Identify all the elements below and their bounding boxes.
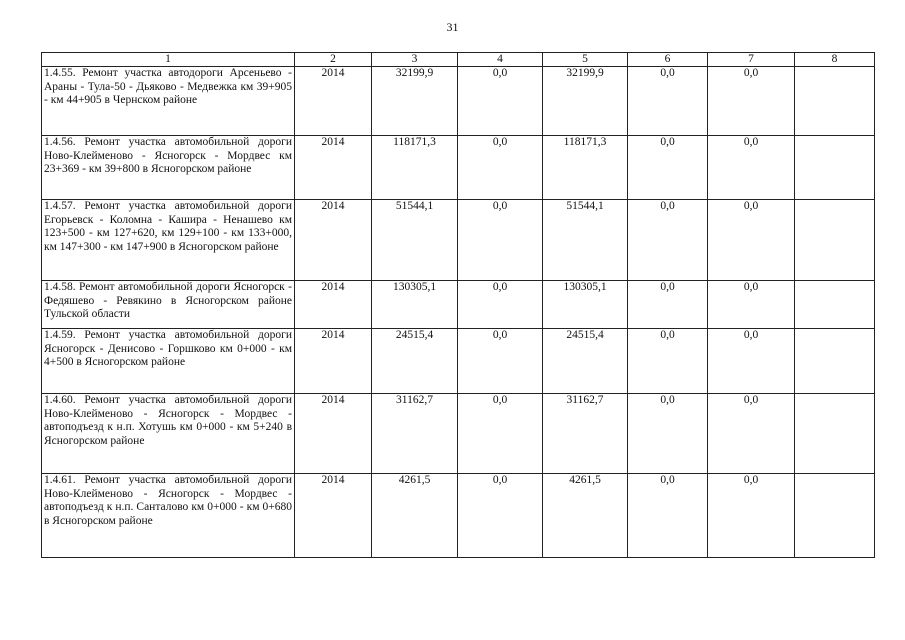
row-col5: 118171,3 bbox=[543, 136, 628, 200]
row-col8 bbox=[795, 394, 875, 474]
row-col7: 0,0 bbox=[708, 136, 795, 200]
table-row bbox=[42, 136, 875, 200]
row-col7: 0,0 bbox=[708, 281, 795, 329]
header-col-3: 3 bbox=[372, 53, 458, 67]
table-row bbox=[42, 329, 875, 394]
header-col-7: 7 bbox=[708, 53, 795, 67]
row-col7: 0,0 bbox=[708, 67, 795, 136]
row-col5: 130305,1 bbox=[543, 281, 628, 329]
row-year: 2014 bbox=[295, 136, 372, 200]
row-description: 1.4.59. Ремонт участка автомобильной дороги Ясногорск - Денисово - Горшково км 0+000 - км 4+500 в Ясногорском районе bbox=[42, 329, 295, 394]
row-col6: 0,0 bbox=[628, 200, 708, 281]
row-col7: 0,0 bbox=[708, 474, 795, 558]
table-row bbox=[42, 281, 875, 329]
row-col4: 0,0 bbox=[458, 329, 543, 394]
header-col-8: 8 bbox=[795, 53, 875, 67]
row-col5: 32199,9 bbox=[543, 67, 628, 136]
row-col4: 0,0 bbox=[458, 200, 543, 281]
row-col8 bbox=[795, 67, 875, 136]
row-col6: 0,0 bbox=[628, 67, 708, 136]
row-col6: 0,0 bbox=[628, 474, 708, 558]
row-description: 1.4.56. Ремонт участка автомобильной дороги Ново-Клейменово - Ясногорск - Мордвес км 23+369 - км 39+800 в Ясногорском районе bbox=[42, 136, 295, 200]
row-col5: 24515,4 bbox=[543, 329, 628, 394]
row-year: 2014 bbox=[295, 394, 372, 474]
page-number: 31 bbox=[446, 20, 459, 34]
header-col-4: 4 bbox=[458, 53, 543, 67]
row-col5: 31162,7 bbox=[543, 394, 628, 474]
row-year: 2014 bbox=[295, 281, 372, 329]
row-col7: 0,0 bbox=[708, 394, 795, 474]
header-col-2: 2 bbox=[295, 53, 372, 67]
row-total: 130305,1 bbox=[372, 281, 458, 329]
row-col8 bbox=[795, 474, 875, 558]
program-table bbox=[41, 52, 875, 558]
row-col7: 0,0 bbox=[708, 200, 795, 281]
row-col6: 0,0 bbox=[628, 281, 708, 329]
row-col5: 51544,1 bbox=[543, 200, 628, 281]
row-description: 1.4.57. Ремонт участка автомобильной дороги Егорьевск - Коломна - Кашира - Ненашево км 123+500 - км 127+620, км 129+100 - км 133+000, км 147+300 - км 147+900 в Ясногорском районе bbox=[42, 200, 295, 281]
header-col-5: 5 bbox=[543, 53, 628, 67]
row-col4: 0,0 bbox=[458, 67, 543, 136]
row-col5: 4261,5 bbox=[543, 474, 628, 558]
row-description: 1.4.60. Ремонт участка автомобильной дороги Ново-Клейменово - Ясногорск - Мордвес - автоподъезд к н.п. Хотушь км 0+000 - км 5+240 в Ясногорском районе bbox=[42, 394, 295, 474]
row-col6: 0,0 bbox=[628, 394, 708, 474]
row-col8 bbox=[795, 329, 875, 394]
row-col7: 0,0 bbox=[708, 329, 795, 394]
row-col4: 0,0 bbox=[458, 394, 543, 474]
header-row bbox=[42, 53, 875, 67]
row-col4: 0,0 bbox=[458, 136, 543, 200]
table-row bbox=[42, 67, 875, 136]
row-col8 bbox=[795, 136, 875, 200]
row-total: 4261,5 bbox=[372, 474, 458, 558]
table-row bbox=[42, 200, 875, 281]
row-total: 118171,3 bbox=[372, 136, 458, 200]
row-col6: 0,0 bbox=[628, 136, 708, 200]
header-col-1: 1 bbox=[42, 53, 295, 67]
row-col4: 0,0 bbox=[458, 474, 543, 558]
header-col-6: 6 bbox=[628, 53, 708, 67]
row-total: 32199,9 bbox=[372, 67, 458, 136]
table-row bbox=[42, 474, 875, 558]
row-col8 bbox=[795, 200, 875, 281]
table-row bbox=[42, 394, 875, 474]
row-year: 2014 bbox=[295, 200, 372, 281]
row-year: 2014 bbox=[295, 474, 372, 558]
row-year: 2014 bbox=[295, 329, 372, 394]
row-col4: 0,0 bbox=[458, 281, 543, 329]
row-total: 31162,7 bbox=[372, 394, 458, 474]
row-description: 1.4.61. Ремонт участка автомобильной дороги Ново-Клейменово - Ясногорск - Мордвес - автоподъезд к н.п. Санталово км 0+000 - км 0+680 в Ясногорском районе bbox=[42, 474, 295, 558]
row-total: 24515,4 bbox=[372, 329, 458, 394]
row-description: 1.4.55. Ремонт участка автодороги Арсеньево - Араны - Тула-50 - Дьяково - Медвежка км 39+905 - км 44+905 в Чернском районе bbox=[42, 67, 295, 136]
row-year: 2014 bbox=[295, 67, 372, 136]
row-col6: 0,0 bbox=[628, 329, 708, 394]
row-col8 bbox=[795, 281, 875, 329]
row-description: 1.4.58. Ремонт автомобильной дороги Ясногорск - Федяшево - Ревякино в Ясногорском районе Тульской области bbox=[42, 281, 295, 329]
row-total: 51544,1 bbox=[372, 200, 458, 281]
